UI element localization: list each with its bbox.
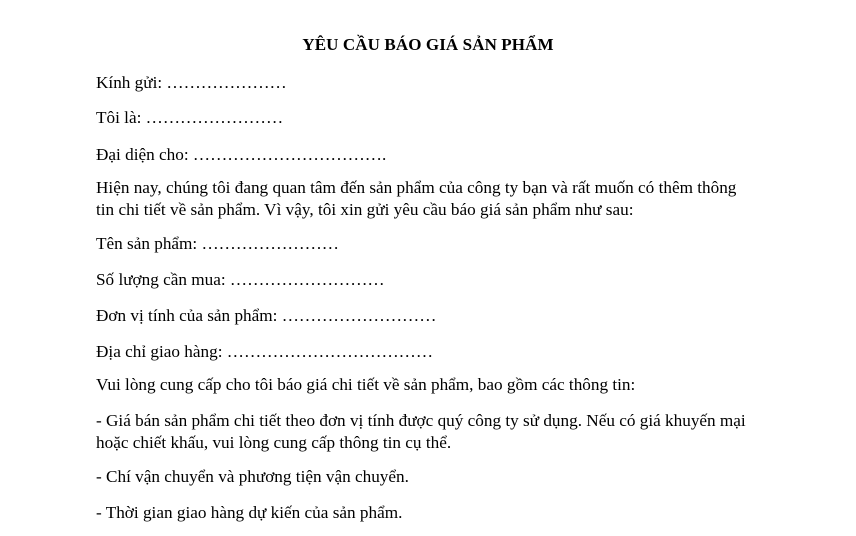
recipient-line: Kính gửi: …………………	[96, 73, 287, 92]
representing-line: Đại diện cho: …………………………….	[96, 145, 387, 164]
price-item	[96, 410, 836, 454]
intro-paragraph	[96, 177, 836, 221]
document-title: YÊU CẦU BÁO GIÁ SẢN PHẨM	[302, 35, 554, 54]
delivery-address-line: Địa chỉ giao hàng: ………………………………	[96, 342, 434, 361]
delivery-time-item: - Thời gian giao hàng dự kiến của sản phẩm.	[96, 503, 403, 522]
shipping-item: - Chí vận chuyển và phương tiện vận chuyển.	[96, 467, 409, 486]
price-item-line-2: hoặc chiết khấu, vui lòng cung cấp thông tin cụ thể.	[96, 433, 452, 452]
product-name-line: Tên sản phẩm: ……………………	[96, 234, 339, 253]
intro-line-1: Hiện nay, chúng tôi đang quan tâm đến sản phẩm của công ty bạn và rất muốn có thêm thông	[96, 178, 737, 197]
unit-line: Đơn vị tính của sản phẩm: ………………………	[96, 306, 437, 325]
price-item-line-1: - Giá bán sản phẩm chi tiết theo đơn vị tính được quý công ty sử dụng. Nếu có giá khuyến mại	[96, 411, 746, 430]
intro-line-2: tin chi tiết về sản phẩm. Vì vậy, tôi xin gửi yêu cầu báo giá sản phẩm như sau:	[96, 200, 634, 219]
sender-line: Tôi là: ……………………	[96, 108, 284, 127]
request-line: Vui lòng cung cấp cho tôi báo giá chi tiết về sản phẩm, bao gồm các thông tin:	[96, 375, 636, 394]
quantity-line: Số lượng cần mua: ………………………	[96, 270, 385, 289]
